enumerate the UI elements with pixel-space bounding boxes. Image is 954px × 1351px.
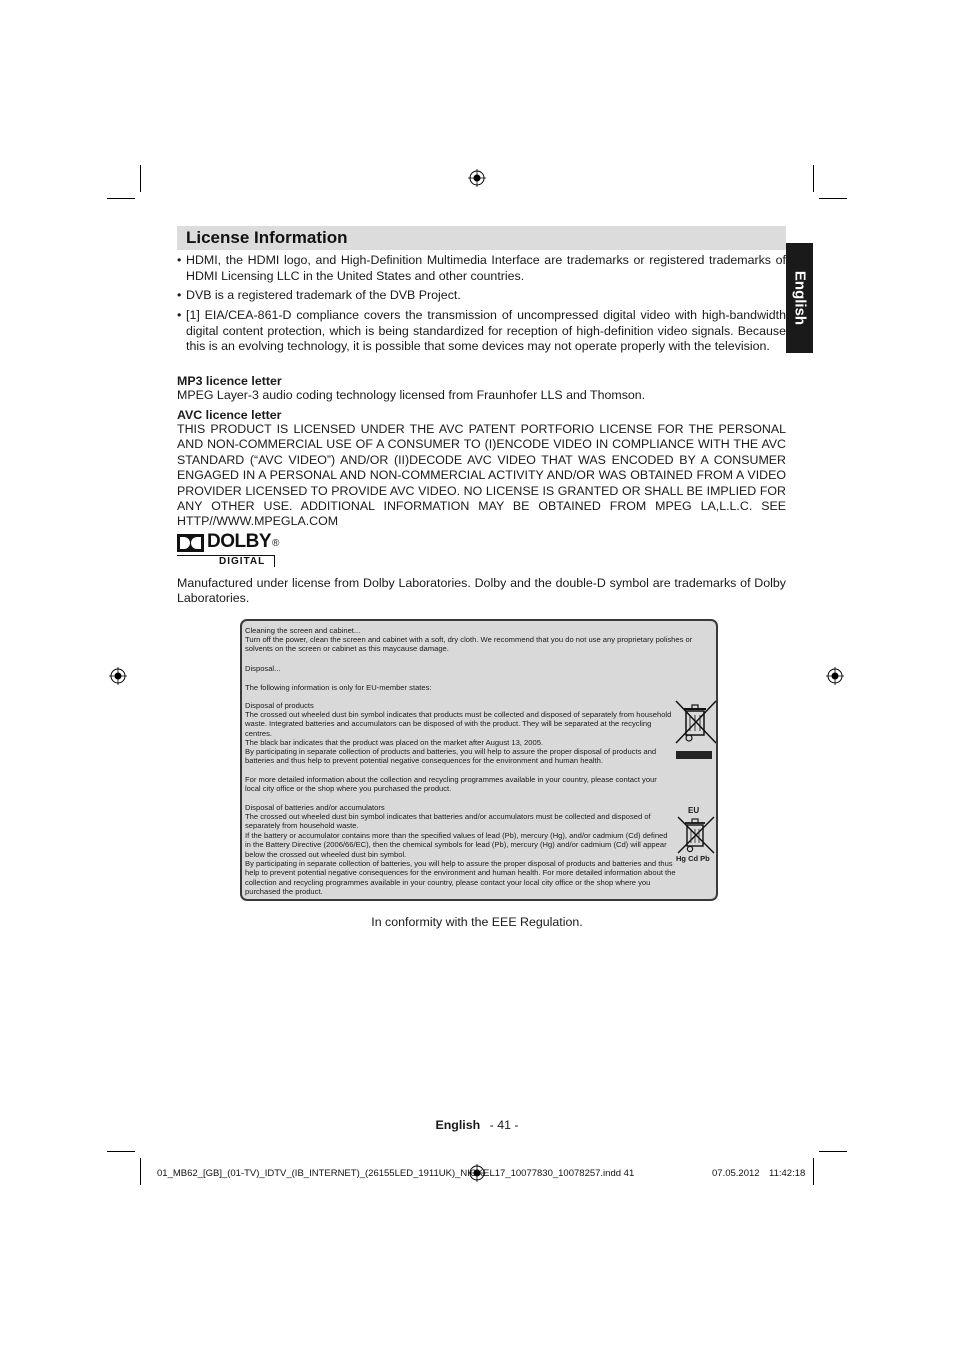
chemical-symbols-label: Hg Cd Pb bbox=[676, 854, 710, 863]
crop-mark bbox=[107, 1151, 135, 1152]
products-title: Disposal of products bbox=[245, 701, 314, 710]
bullet-dot: • bbox=[177, 288, 182, 302]
list-item bbox=[177, 253, 786, 284]
products-participate: By participating in separate collection of products and batteries, you will help to assure the proper disposal of products and batteries and thus help to prevent potential negative consequences for the environment and human health. bbox=[245, 747, 657, 766]
products-text: The crossed out wheeled dust bin symbol indicates that products must be collected and disposed of separately from household waste. Integrated batteries and accumulators can be disposed of with the product. They will be separated at the recycling centres. bbox=[245, 710, 672, 738]
eu-label: EU bbox=[688, 806, 700, 815]
double-d-icon bbox=[177, 534, 204, 552]
black-bar-marker bbox=[676, 751, 712, 759]
print-time: 11:42:18 bbox=[769, 1168, 806, 1179]
bullet-dot: • bbox=[177, 253, 182, 267]
list-item bbox=[177, 288, 786, 304]
crop-mark bbox=[819, 1151, 847, 1152]
products-more: For more detailed information about the collection and recycling programmes available in your country, please contact your local city office or the shop where you purchased the product. bbox=[245, 775, 657, 794]
cleaning-text: Turn off the power, clean the screen and cabinet with a soft, dry cloth. We recommend that you do not use any proprietary polishes or solvents on the screen or cabinet as this maycause damage. bbox=[245, 635, 693, 654]
crop-mark bbox=[140, 1158, 141, 1185]
mp3-heading: MP3 licence letter bbox=[177, 374, 282, 388]
crop-mark bbox=[819, 198, 847, 199]
list-item-text: HDMI, the HDMI logo, and High-Definition Multimedia Interface are trademarks or registered trademarks of HDMI Licensing LLC in the United States and other countries. bbox=[186, 253, 786, 283]
dolby-digital-logo bbox=[177, 533, 297, 571]
disposal-title: Disposal... bbox=[245, 664, 281, 673]
registration-mark-icon bbox=[468, 169, 486, 187]
crop-mark bbox=[813, 165, 814, 192]
batteries-participate: By participating in separate collection of batteries, you will help to assure the proper disposal of products and batteries and thus help to prevent potential negative consequences for the environment and human health. For more detailed information about the collection and recycling programmes available in your country, please contact your local city office or the shop where you purchased the product. bbox=[245, 859, 676, 897]
avc-heading: AVC licence letter bbox=[177, 408, 282, 422]
crop-mark bbox=[813, 1158, 814, 1185]
disposal-notice-box bbox=[240, 619, 718, 901]
list-item-text: [1] EIA/CEA-861-D compliance covers the transmission of uncompressed digital video with high-bandwidth digital content protection, which is being standardized for reception of high-definition video signals. Because this is an evolving technology, it is possible that some devices may not operate properly with the television. bbox=[186, 308, 786, 354]
registration-mark-icon bbox=[109, 667, 127, 685]
dolby-digital-label: DIGITAL bbox=[219, 556, 266, 567]
dolby-text: Manufactured under license from Dolby Laboratories. Dolby and the double-D symbol are trademarks of Dolby Laboratories. bbox=[177, 576, 786, 606]
page-number: - 41 - bbox=[489, 1118, 519, 1132]
bullet-dot: • bbox=[177, 308, 182, 322]
batteries-text: The crossed out wheeled dust bin symbol indicates that batteries and/or accumulators must be collected and disposed of separately from household waste. bbox=[245, 812, 651, 831]
dolby-wordmark: DOLBY bbox=[207, 531, 271, 552]
crossed-out-wheelie-bin-icon bbox=[674, 699, 718, 745]
language-side-tab-label: English bbox=[791, 270, 808, 326]
conformity-note: In conformity with the EEE Regulation. bbox=[371, 915, 583, 929]
section-title-bar bbox=[177, 226, 786, 250]
page-title: License Information bbox=[186, 228, 348, 247]
print-date: 07.05.2012 bbox=[712, 1168, 760, 1179]
language-side-tab bbox=[786, 243, 813, 353]
footer-language: English bbox=[435, 1118, 481, 1132]
print-file-slug: 01_MB62_[GB]_(01-TV)_IDTV_(IB_INTERNET)_(26155LED_1911UK)_NICKEL17_10077830_10078257.indd 41 bbox=[157, 1168, 635, 1179]
batteries-limits: If the battery or accumulator contains more than the specified values of lead (Pb), mercury (Hg), and/or cadmium (Cd) defined in the Battery Directive (2006/66/EC), then the chemical symbols for lead (Pb), mercury (Hg) and/or cadmium (Cd) will appear below the crossed out wheeled dust bin symbol. bbox=[245, 831, 668, 859]
registration-mark-icon bbox=[826, 667, 844, 685]
eu-only-note: The following information is only for EU-member states: bbox=[245, 683, 432, 692]
list-item bbox=[177, 308, 786, 355]
avc-text: THIS PRODUCT IS LICENSED UNDER THE AVC PATENT PORTFORIO LICENSE FOR THE PERSONAL AND NON-COMMERCIAL USE OF A CONSUMER TO (I)ENCODE VIDEO IN COMPLIANCE WITH THE AVC STANDARD (“AVC VIDEO”) AND/OR (II)DECODE AVC VIDEO THAT WAS ENCODED BY A CONSUMER ENGAGED IN A PERSONAL AND NON-COMMERCIAL ACTIVITY AND/OR WAS OBTAINED FROM A VIDEO PROVIDER LICENSED TO PROVIDE AVC VIDEO. NO LICENSE IS GRANTED OR SHALL BE IMPLIED FOR ANY OTHER USE. ADDITIONAL INFORMATION MAY BE OBTAINED FROM MPEG LA,L.L.C. SEE HTTP//WWW.MPEGLA.COM bbox=[177, 422, 786, 529]
mp3-text: MPEG Layer-3 audio coding technology licensed from Fraunhofer LLS and Thomson. bbox=[177, 388, 646, 402]
cleaning-title: Cleaning the screen and cabinet... bbox=[245, 626, 361, 635]
crop-mark bbox=[140, 165, 141, 192]
list-item-text: DVB is a registered trademark of the DVB Project. bbox=[186, 288, 461, 302]
page-footer bbox=[0, 1118, 954, 1132]
batteries-title: Disposal of batteries and/or accumulators bbox=[245, 803, 385, 812]
dolby-logo-divider bbox=[274, 555, 275, 567]
dolby-registered-mark: ® bbox=[272, 538, 280, 549]
products-bar-note: The black bar indicates that the product was placed on the market after August 13, 2005. bbox=[245, 738, 544, 747]
crop-mark bbox=[107, 198, 135, 199]
crossed-out-wheelie-bin-icon bbox=[676, 815, 716, 855]
